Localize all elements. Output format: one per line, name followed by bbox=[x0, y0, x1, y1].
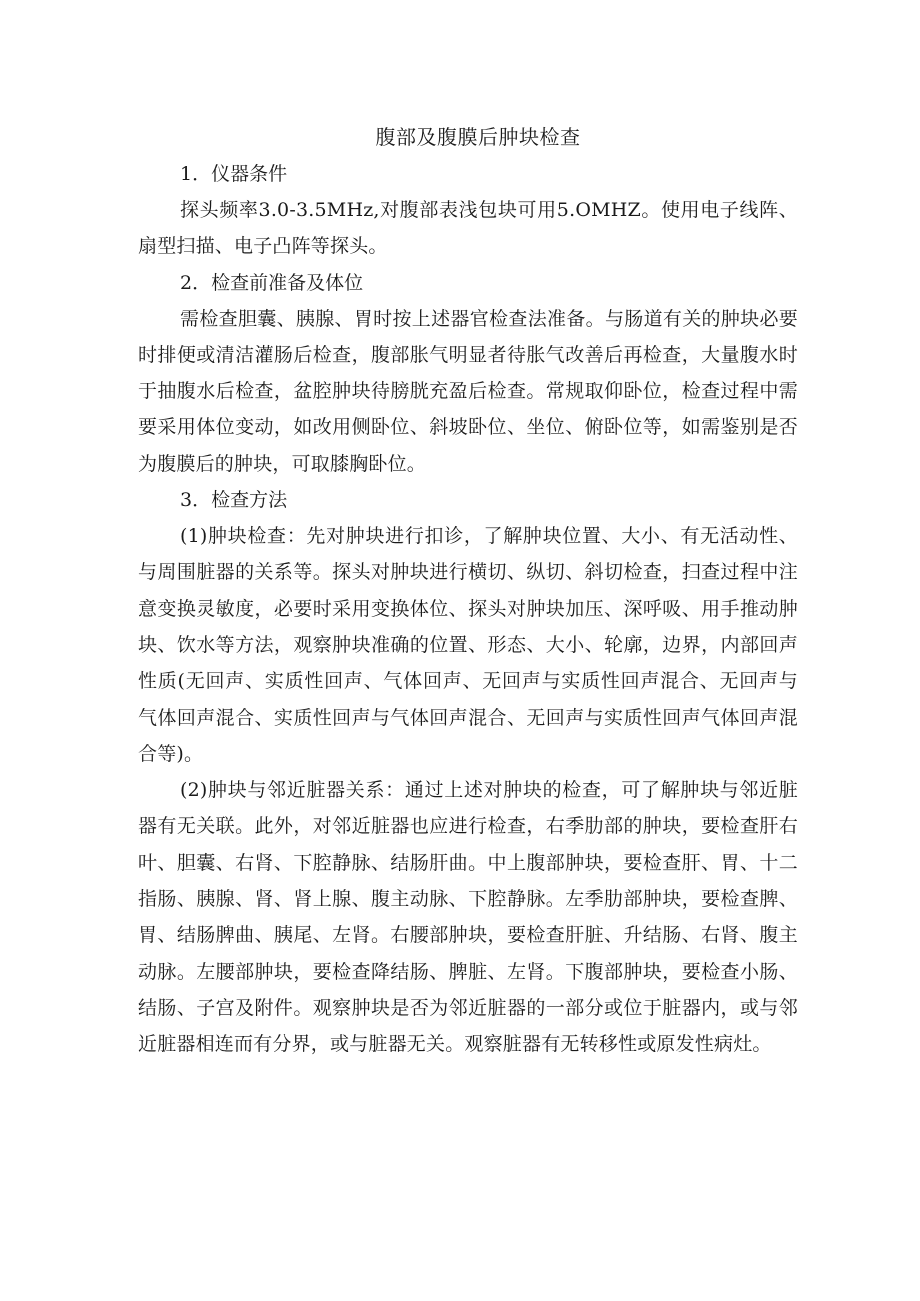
paragraph-adjacent-organs: (2)肿块与邻近脏器关系：通过上述对肿块的检查，可了解肿块与邻近脏器有无关联。此外，对邻近脏器也应进行检查，右季肋部的肿块，要检查肝右叶、胆囊、右肾、下腔静脉、结肠肝曲。中上腹部肿块，要检查肝、胃、十二指肠、胰腺、肾、肾上腺、腹主动脉、下腔静脉。左季肋部肿块，要检查脾、胃、结肠脾曲、胰尾、左肾。右腰部肿块，要检查肝脏、升结肠、右肾、腹主动脉。左腰部肿块，要检查降结肠、脾脏、左肾。下腹部肿块，要检查小肠、结肠、子宫及附件。观察肿块是否为邻近脏器的一部分或位于脏器内，或与邻近脏器相连而有分界，或与脏器无关。观察脏器有无转移性或原发性病灶。 bbox=[138, 779, 798, 1056]
section-heading-preparation: 2．检查前准备及体位 bbox=[180, 271, 364, 294]
section-heading-instrument: 1．仪器条件 bbox=[180, 163, 288, 185]
paragraph-instrument: 探头频率3.0-3.5MHz,对腹部表浅包块可用5.OMHZ。使用电子线阵、扇型扫描、电子凸阵等探头。 bbox=[138, 199, 798, 258]
document-body bbox=[138, 118, 798, 1063]
section-heading-method: 3．检查方法 bbox=[180, 489, 288, 512]
page-title: 腹部及腹膜后肿块检查 bbox=[375, 125, 581, 149]
paragraph-mass-examination: (1)肿块检查：先对肿块进行扣诊，了解肿块位置、大小、有无活动性、与周围脏器的关系等。探头对肿块进行横切、纵切、斜切检查，扫查过程中注意变换灵敏度，必要时采用变换体位、探头对肿块加压、深呼吸、用手推动肿块、饮水等方法，观察肿块准确的位置、形态、大小、轮廓，边界，内部回声性质(无回声、实质性回声、气体回声、无回声与实质性回声混合、无回声与气体回声混合、实质性回声与气体回声混合、无回声与实质性回声气体回声混合等)。 bbox=[138, 525, 798, 765]
paragraph-preparation: 需检查胆囊、胰腺、胃时按上述器官检查法准备。与肠道有关的肿块必要时排便或清洁灌肠后检查，腹部胀气明显者待胀气改善后再检查，大量腹水时于抽腹水后检查，盆腔肿块待膀胱充盈后检查。常规取仰卧位，检查过程中需要采用体位变动，如改用侧卧位、斜坡卧位、坐位、俯卧位等，如需鉴别是否为腹膜后的肿块，可取膝胸卧位。 bbox=[138, 307, 798, 475]
